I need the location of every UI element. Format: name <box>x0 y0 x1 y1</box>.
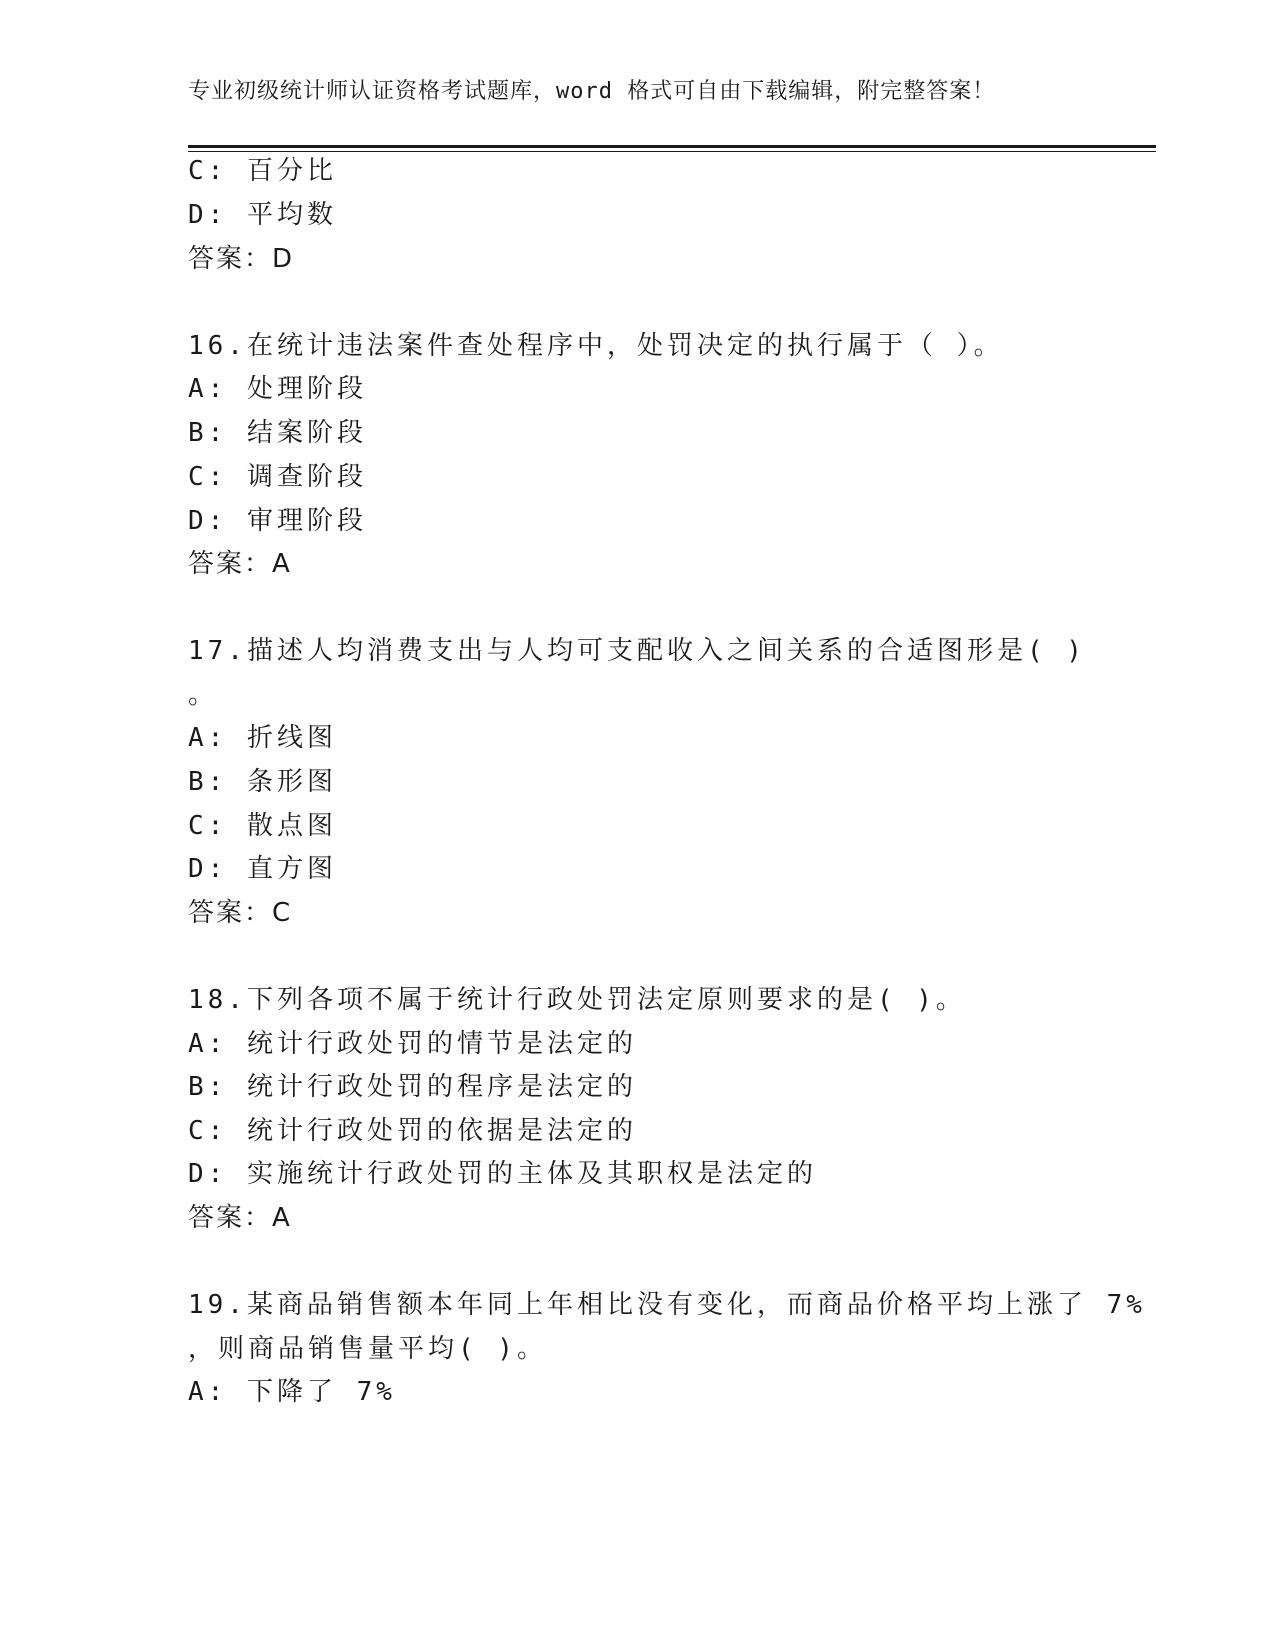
answer-line: 答案：A <box>188 549 292 579</box>
option-a: A: 下降了 7% <box>188 1377 396 1407</box>
question-19-stem-cont: ，则商品销售量平均( )。 <box>188 1334 547 1364</box>
question-19-stem: 19.某商品销售额本年同上年相比没有变化，而商品价格平均上涨了 7% <box>188 1290 1146 1320</box>
option-c: C: 调查阶段 <box>188 462 367 492</box>
option-d: D: 平均数 <box>188 200 337 230</box>
answer-line: 答案：A <box>188 1203 292 1233</box>
question-17-stem: 17.描述人均消费支出与人均可支配收入之间关系的合适图形是( ) <box>188 636 1086 666</box>
option-b: B: 结案阶段 <box>188 418 367 448</box>
question-18-stem: 18.下列各项不属于统计行政处罚法定原则要求的是( )。 <box>188 985 966 1015</box>
option-c: C: 百分比 <box>188 156 337 186</box>
header-rule-thin <box>188 151 1156 152</box>
question-16-stem: 16.在统计违法案件查处程序中，处罚决定的执行属于（ ）。 <box>188 331 1004 361</box>
option-d: D: 直方图 <box>188 854 337 884</box>
option-b: B: 统计行政处罚的程序是法定的 <box>188 1072 637 1102</box>
option-a: A: 折线图 <box>188 723 337 753</box>
answer-line: 答案：D <box>188 244 295 274</box>
question-17-stem-cont: 。 <box>188 680 219 710</box>
header-rule <box>188 145 1156 148</box>
answer-line: 答案：C <box>188 898 293 928</box>
option-c: C: 统计行政处罚的依据是法定的 <box>188 1116 637 1146</box>
option-a: A: 处理阶段 <box>188 374 367 404</box>
option-d: D: 审理阶段 <box>188 506 367 536</box>
option-b: B: 条形图 <box>188 767 337 797</box>
option-c: C: 散点图 <box>188 811 337 841</box>
option-d: D: 实施统计行政处罚的主体及其职权是法定的 <box>188 1159 817 1189</box>
option-a: A: 统计行政处罚的情节是法定的 <box>188 1029 637 1059</box>
document-header: 专业初级统计师认证资格考试题库，word 格式可自由下载编辑，附完整答案！ <box>188 79 996 104</box>
